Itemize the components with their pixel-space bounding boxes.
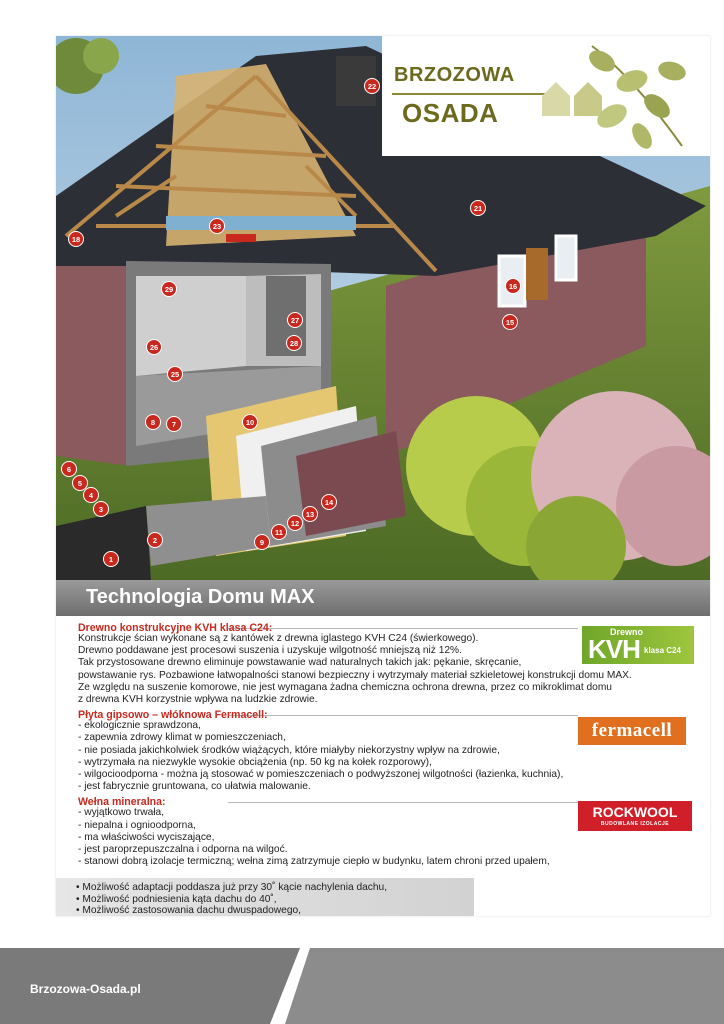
marker-18 [69,232,84,247]
svg-text:10: 10 [245,418,255,427]
text-line: Tak przystosowane drewno eliminuje powstawanie wad naturalnych takich jak: pękanie, skręcanie, [78,657,522,669]
list-item: - jest paroprzepuszczalna i odporna na wilgoć. [78,844,288,856]
marker-23 [210,219,225,234]
marker-4 [84,488,99,503]
svg-text:23: 23 [212,222,222,231]
marker-9 [255,535,270,550]
section-mineral-wool [78,796,578,868]
list-item: - stanowi dobrą izolacje termiczną; wełna zimą zatrzymuje ciepło w budynku, latem chroni przed upałem, [78,856,550,868]
text-line: Ze względu na suszenie komorowe, nie jest wymagana żadna chemiczna ochrona drewna, przez co mikroklimat domu [78,681,612,693]
rockwool-logo-label: ROCKWOOL [592,804,678,820]
svg-text:1: 1 [108,555,114,564]
svg-text:28: 28 [289,339,299,348]
marker-26 [147,340,162,355]
marker-21 [471,201,486,216]
svg-text:15: 15 [505,318,515,327]
marker-1 [104,552,119,567]
svg-text:27: 27 [290,316,300,325]
svg-text:13: 13 [305,510,315,519]
list-item: - zapewnia zdrowy klimat w pomieszczeniach, [78,732,286,744]
section-fermacell [78,709,578,793]
svg-text:2: 2 [152,536,158,545]
marker-11 [272,525,287,540]
svg-text:4: 4 [88,491,94,500]
kvh-logo-main: KVH [588,634,640,664]
marker-28 [287,336,302,351]
marker-29 [162,282,177,297]
section-title-mineral-wool: Wełna mineralna: [78,796,166,809]
kvh-logo-top: Drewno [610,627,644,637]
marker-13 [303,507,318,522]
list-item: - ma właściwości wyciszające, [78,831,215,843]
page-title: Technologia Domu MAX [86,586,315,608]
text-line: Drewno poddawane jest procesowi suszenia i uzyskuje wilgotność mniejszą niż 12%. [78,645,462,657]
svg-text:11: 11 [275,528,283,537]
marker-7 [167,417,182,432]
footer-shape [0,930,724,1024]
website-link[interactable]: Brzozowa-Osada.pl [30,982,141,996]
kvh-logo [582,626,694,664]
list-item: - wytrzymała na niezwykle wysokie obciążenia (np. 50 kg na kołek rozporowy), [78,756,432,768]
section-divider [228,802,578,803]
logo-word-brzozowa: BRZOZOWA [394,64,515,86]
marker-2 [148,533,163,548]
svg-text:9: 9 [259,538,265,547]
list-item: • Możliwość zastosowania dachu dwuspadowego, [76,905,301,916]
rockwool-logo [578,801,692,831]
marker-12 [288,516,303,531]
house-cutaway-illustration [56,36,710,581]
fermacell-logo: fermacell [578,717,686,745]
rockwool-logo-sub: BUDOWLANE IZOLACJE [600,821,670,827]
marker-3 [94,502,109,517]
section-divider [228,715,578,716]
list-item: - wyjątkowo trwała, [78,807,165,819]
svg-text:16: 16 [508,282,518,291]
list-item: - niepalna i ognioodporna, [78,819,196,831]
list-item: - wilgocioodporna - można ją stosować w pomieszczeniach o podwyższonej wilgotności (łazienka, kuchnia), [78,769,564,781]
marker-8 [146,415,161,430]
brochure-page [56,36,710,916]
svg-text:14: 14 [324,498,334,507]
svg-text:22: 22 [367,82,377,91]
list-item: - nie posiada jakichkolwiek środków wiążących, które miałyby niekorzystny wpływ na zdrowie, [78,744,500,756]
marker-25 [168,367,183,382]
svg-text:8: 8 [150,418,156,427]
list-item: • Możliwość podniesienia kąta dachu do 40˚, [76,893,277,905]
technology-description [78,622,632,871]
svg-text:12: 12 [290,519,300,528]
marker-6 [62,462,77,477]
svg-text:21: 21 [473,204,483,213]
text-line: z drewna KVH korzystnie wpływa na ludzkie zdrowie. [78,694,318,706]
marker-15 [503,315,518,330]
footer [0,930,724,1024]
logo-word-osada: OSADA [402,98,499,128]
svg-text:25: 25 [170,370,180,379]
birch-leaves-house-icon [532,36,702,156]
list-item: - ekologicznie sprawdzona, [78,720,201,732]
roof-options-box [56,878,474,916]
svg-text:26: 26 [149,343,159,352]
svg-text:18: 18 [71,235,81,244]
section-title-kvh: Drewno konstrukcyjne KVH klasa C24: [78,622,273,634]
svg-text:7: 7 [171,420,177,429]
text-line: powstawanie rys. Pozbawione łatwopalności stanowi bezpieczny i wytrzymały materiał szkieletowej konstrukcji domu MAX. [78,669,632,681]
marker-10 [243,415,258,430]
marker-5 [73,476,88,491]
section-title-fermacell: Płyta gipsowo – włóknowa Fermacell: [78,709,268,722]
svg-text:29: 29 [164,285,174,294]
logo [382,36,710,156]
svg-text:5: 5 [77,479,83,488]
list-item: • Możliwość adaptacji poddasza już przy 30˚ kącie nachylenia dachu, [76,882,388,893]
marker-27 [288,313,303,328]
kvh-logo-sub: klasa C24 [644,646,681,655]
marker-22 [365,79,380,94]
marker-14 [322,495,337,510]
section-banner [56,580,710,616]
section-kvh [78,622,632,706]
svg-text:6: 6 [66,465,72,474]
svg-text:3: 3 [98,505,104,514]
marker-16 [506,279,521,294]
text-line: Konstrukcje ścian wykonane są z kantówek z drewna iglastego KVH C24 (świerkowego). [78,633,479,644]
list-item: - jest fabrycznie gruntowana, co ułatwia malowanie. [78,781,311,793]
section-divider [228,628,578,629]
